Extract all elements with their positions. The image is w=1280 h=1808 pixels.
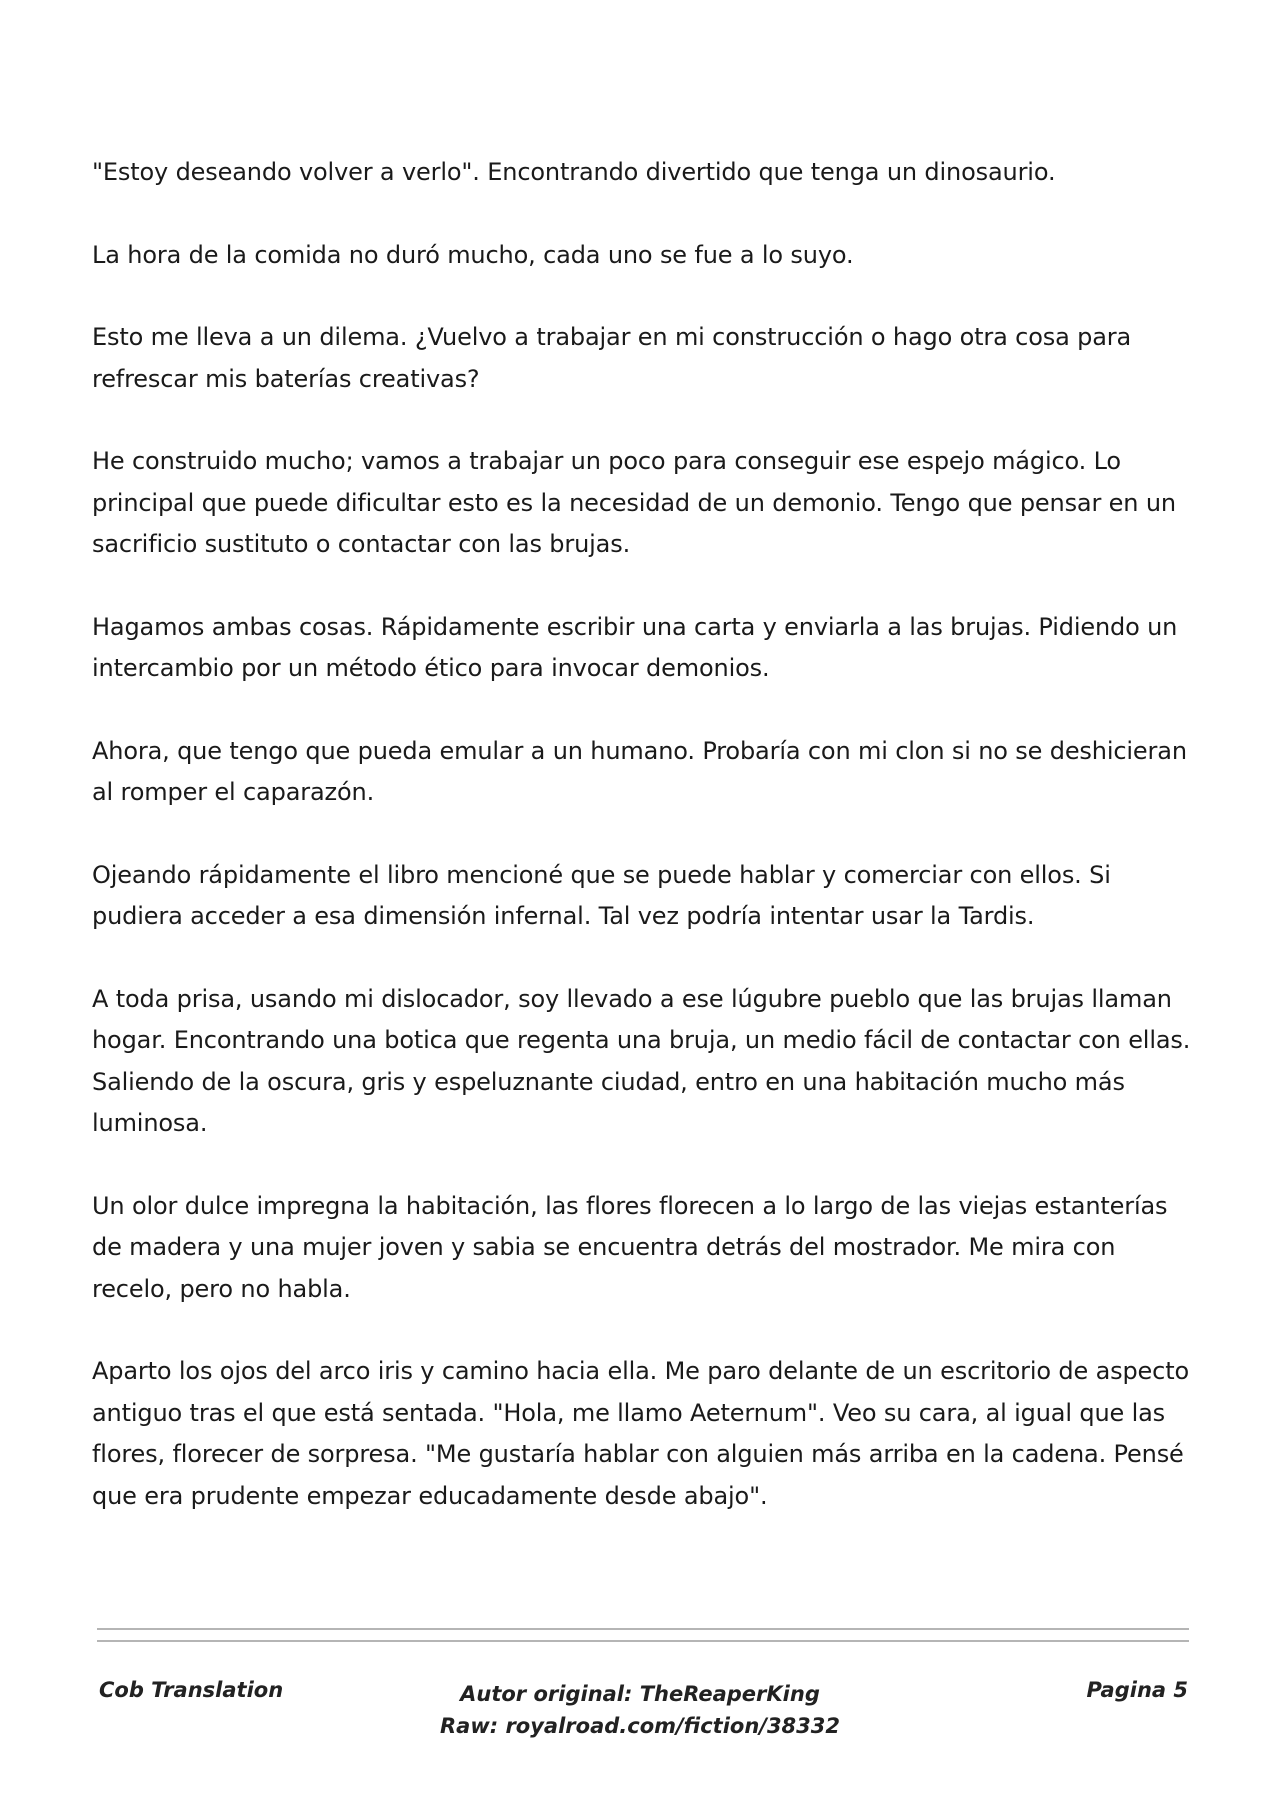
paragraph: Esto me lleva a un dilema. ¿Vuelvo a trabajar en mi construcción o hago otra cosa para refrescar mis baterías creativas? bbox=[92, 323, 1132, 393]
page-number: Pagina 5 bbox=[1086, 1678, 1188, 1702]
footer-divider-bottom bbox=[97, 1640, 1189, 1642]
paragraph: Un olor dulce impregna la habitación, las flores florecen a lo largo de las viejas estanterías de madera y una mujer joven y sabia se encuentra detrás del mostrador. Me mira con recelo, pero no habla. bbox=[92, 1191, 1168, 1303]
paragraph: He construido mucho; vamos a trabajar un poco para conseguir ese espejo mágico. Lo principal que puede dificultar esto es la necesidad de un demonio. Tengo que pensar en un sacrificio sustituto o contactar con las brujas. bbox=[92, 447, 1176, 558]
footer-divider-top bbox=[97, 1628, 1189, 1630]
footer-raw-source: Raw: royalroad.com/fiction/38332 bbox=[440, 1714, 841, 1738]
paragraph: "Estoy deseando volver a verlo". Encontrando divertido que tenga un dinosaurio. bbox=[92, 158, 1056, 186]
page-body bbox=[92, 152, 1202, 1558]
paragraph: A toda prisa, usando mi dislocador, soy llevado a ese lúgubre pueblo que las brujas llaman hogar. Encontrando una botica que regenta una bruja, un medio fácil de contactar con ellas. Saliendo de la oscura, gris y espeluznante ciudad, entro en una habitación mucho más luminosa. bbox=[92, 984, 1191, 1137]
paragraph: Hagamos ambas cosas. Rápidamente escribir una carta y enviarla a las brujas. Pidiendo un intercambio por un método ético para invocar demonios. bbox=[92, 612, 1178, 682]
footer-credits bbox=[440, 1678, 840, 1742]
paragraph: Ojeando rápidamente el libro mencioné que se puede hablar y comerciar con ellos. Si pudiera acceder a esa dimensión infernal. Tal vez podría intentar usar la Tardis. bbox=[92, 860, 1111, 930]
paragraph: La hora de la comida no duró mucho, cada uno se fue a lo suyo. bbox=[92, 240, 854, 269]
footer-translator: Cob Translation bbox=[99, 1678, 284, 1702]
paragraph: Aparto los ojos del arco iris y camino hacia ella. Me paro delante de un escritorio de aspecto antiguo tras el que está sentada. "Hola, me llamo Aeternum". Veo su cara, al igual que las flores, florecer de sorpresa. "Me gustaría hablar con alguien más arriba en la cadena. Pensé que era prudente empezar educadamente desde abajo". bbox=[92, 1357, 1190, 1510]
paragraph: Ahora, que tengo que pueda emular a un humano. Probaría con mi clon si no se deshicieran al romper el caparazón. bbox=[92, 736, 1187, 806]
footer-original-author: Autor original: TheReaperKing bbox=[460, 1682, 820, 1706]
